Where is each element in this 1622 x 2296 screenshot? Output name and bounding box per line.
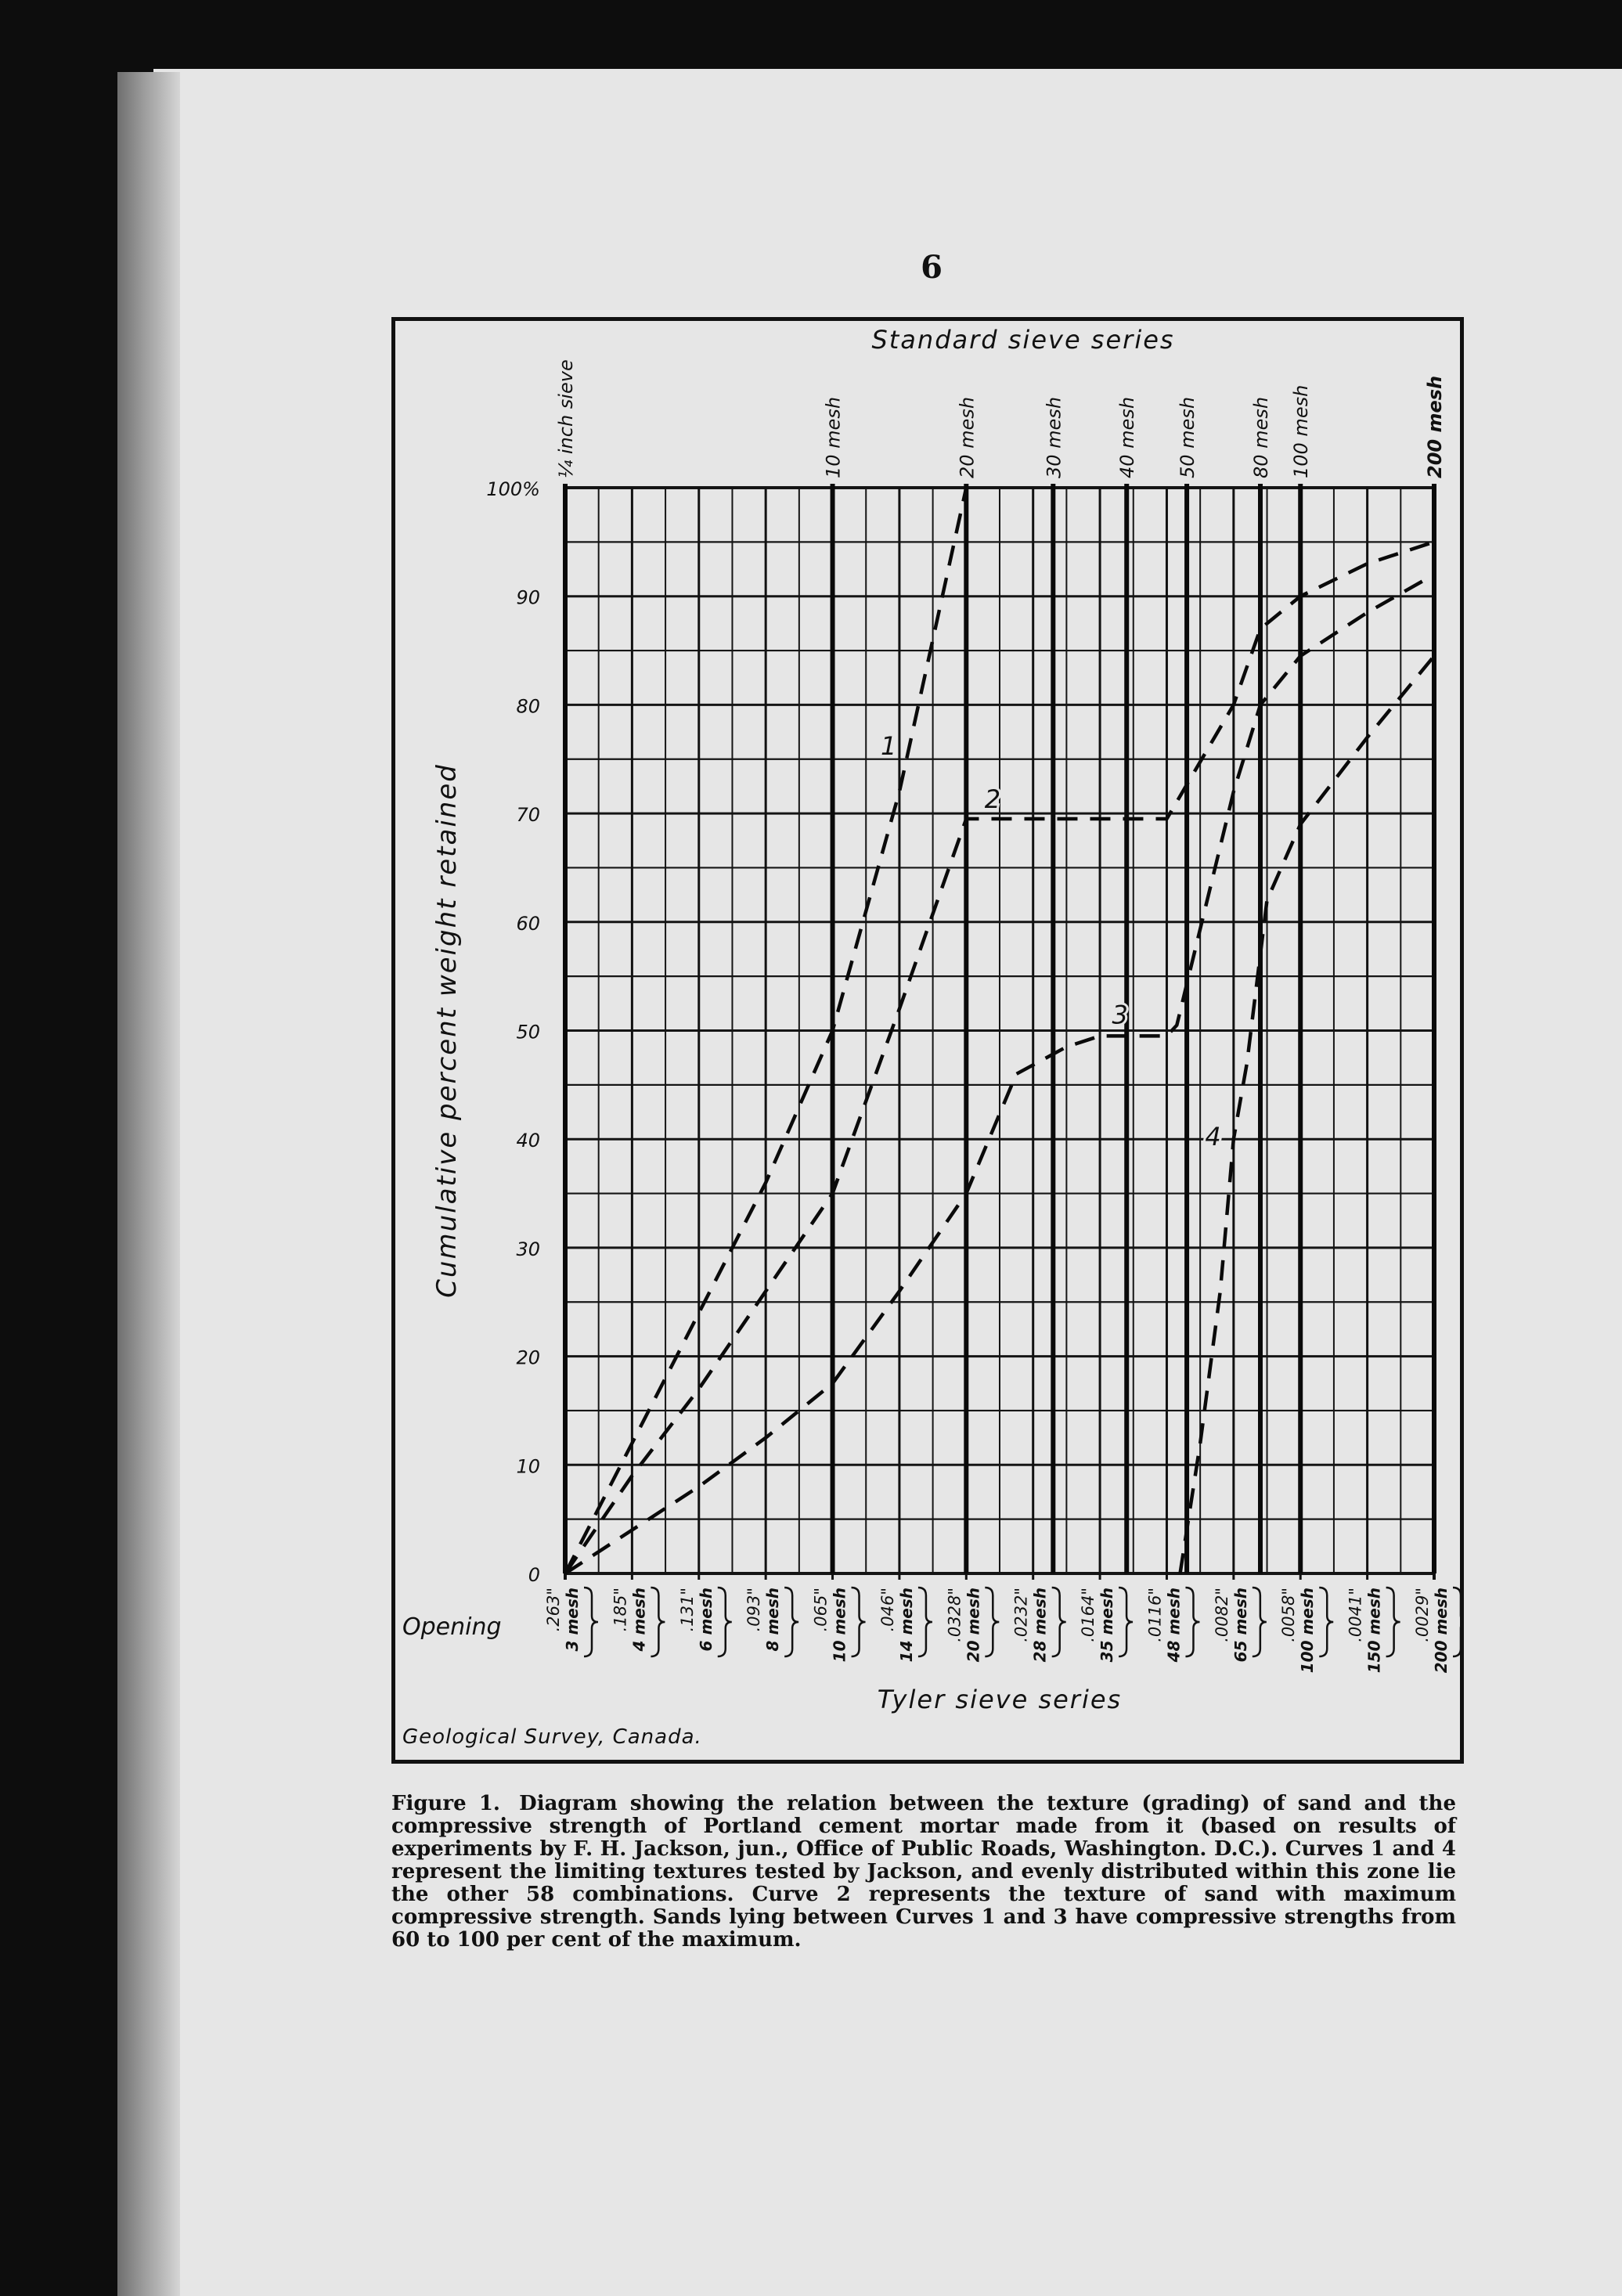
tyler-opening-label: .0328" bbox=[945, 1588, 964, 1642]
tyler-bracket bbox=[985, 1588, 999, 1656]
tyler-mesh-label: 35 mesh bbox=[1098, 1588, 1117, 1663]
standard-sieve-label: 100 mesh bbox=[1290, 384, 1313, 478]
tyler-mesh-label: 10 mesh bbox=[830, 1588, 849, 1663]
y-tick-label: 50 bbox=[516, 1021, 540, 1043]
tyler-bracket bbox=[1319, 1588, 1333, 1656]
opening-label: Opening bbox=[402, 1613, 502, 1641]
tyler-bracket bbox=[584, 1588, 598, 1656]
tyler-opening-label: .0116" bbox=[1145, 1588, 1165, 1642]
sieve-grading-chart bbox=[391, 317, 1464, 1764]
figure-caption bbox=[391, 1793, 1456, 1952]
x-axis-label: Tyler sieve series bbox=[877, 1685, 1123, 1714]
standard-sieve-label: 200 mesh bbox=[1424, 375, 1446, 478]
tyler-mesh-label: 28 mesh bbox=[1030, 1588, 1050, 1663]
tyler-mesh-label: 200 mesh bbox=[1432, 1588, 1451, 1674]
tyler-bracket bbox=[784, 1588, 798, 1656]
tyler-opening-label: .185" bbox=[611, 1588, 630, 1632]
page-binding-edge bbox=[117, 72, 180, 2296]
standard-sieve-label: 40 mesh bbox=[1116, 396, 1139, 478]
curve-label-3: 3 bbox=[1112, 1000, 1128, 1030]
caption-label: Figure 1. bbox=[391, 1792, 500, 1815]
y-tick-label: 70 bbox=[516, 804, 540, 827]
y-tick-label: 30 bbox=[516, 1238, 540, 1260]
tyler-opening-label: .131" bbox=[677, 1588, 697, 1632]
curve-label-4: 4 bbox=[1205, 1122, 1221, 1152]
tyler-mesh-label: 3 mesh bbox=[563, 1588, 582, 1652]
y-tick-label: 100% bbox=[486, 478, 540, 500]
chart-title: Standard sieve series bbox=[871, 325, 1175, 355]
tyler-bracket bbox=[1185, 1588, 1199, 1656]
tyler-mesh-label: 4 mesh bbox=[629, 1588, 649, 1652]
tyler-bracket bbox=[1119, 1588, 1133, 1656]
standard-sieve-label: 30 mesh bbox=[1043, 396, 1065, 478]
tyler-bracket bbox=[852, 1588, 866, 1656]
tyler-opening-label: .0164" bbox=[1079, 1588, 1098, 1642]
standard-sieve-label: 80 mesh bbox=[1250, 396, 1272, 478]
tyler-opening-label: .0041" bbox=[1346, 1588, 1365, 1642]
y-axis-label: Cumulative percent weight retained bbox=[431, 763, 463, 1298]
tyler-opening-label: .0082" bbox=[1212, 1588, 1231, 1642]
tyler-opening-label: .0058" bbox=[1279, 1588, 1299, 1642]
tyler-bracket bbox=[918, 1588, 932, 1656]
grid bbox=[565, 484, 1434, 1580]
tyler-mesh-label: 150 mesh bbox=[1364, 1588, 1384, 1674]
standard-sieve-label: 50 mesh bbox=[1177, 396, 1199, 478]
y-tick-label: 10 bbox=[516, 1455, 540, 1478]
tyler-mesh-label: 20 mesh bbox=[964, 1588, 983, 1663]
tyler-mesh-label: 48 mesh bbox=[1164, 1588, 1184, 1663]
credit-label: Geological Survey, Canada. bbox=[402, 1725, 702, 1749]
tyler-opening-label: .263" bbox=[544, 1588, 563, 1632]
tyler-opening-label: .065" bbox=[811, 1588, 831, 1632]
tyler-mesh-label: 65 mesh bbox=[1231, 1588, 1250, 1663]
y-tick-label: 0 bbox=[528, 1564, 540, 1586]
tyler-opening-label: .046" bbox=[878, 1588, 897, 1632]
tyler-bracket bbox=[718, 1588, 732, 1656]
tyler-bracket bbox=[1253, 1588, 1267, 1656]
y-tick-label: 90 bbox=[516, 586, 540, 609]
tyler-mesh-label: 14 mesh bbox=[896, 1588, 916, 1663]
tyler-bracket bbox=[1453, 1588, 1464, 1656]
y-tick-label: 80 bbox=[516, 695, 540, 718]
tyler-bracket bbox=[651, 1588, 665, 1656]
curve-label-2: 2 bbox=[984, 784, 1001, 815]
caption-text: Diagram showing the relation between the texture (grading) of sand and the compressive strength of Portland cement mortar made from it (based on results of experiments by F. H. Jackson, jun., Office of Public Roads, Washington. D.C.). Curves 1 and 4 represent the limiting textures tested by Jackson, and evenly distributed within this zone lie the other 58 combinations. Curve 2 represents the texture of sand with maximum compressive strength. Sands lying between Curves 1 and 3 have compressive strengths from 60 to 100 per cent of the maximum. bbox=[391, 1792, 1456, 1952]
standard-sieve-label: 10 mesh bbox=[822, 396, 845, 478]
y-tick-label: 60 bbox=[516, 912, 540, 935]
curve-label-1: 1 bbox=[881, 730, 897, 761]
tyler-bracket bbox=[1386, 1588, 1400, 1656]
tyler-opening-label: .093" bbox=[744, 1588, 764, 1632]
y-tick-label: 40 bbox=[516, 1130, 540, 1152]
tyler-mesh-label: 100 mesh bbox=[1298, 1588, 1317, 1674]
standard-sieve-label: ¼ inch sieve bbox=[555, 359, 577, 478]
tyler-opening-label: .0232" bbox=[1011, 1588, 1031, 1642]
page-number: 6 bbox=[921, 249, 943, 286]
tyler-mesh-label: 6 mesh bbox=[696, 1588, 715, 1652]
tyler-opening-label: .0029" bbox=[1413, 1588, 1432, 1642]
tyler-bracket bbox=[1052, 1588, 1066, 1656]
standard-sieve-label: 20 mesh bbox=[956, 396, 979, 478]
tyler-mesh-label: 8 mesh bbox=[763, 1588, 783, 1652]
y-tick-label: 20 bbox=[516, 1346, 540, 1369]
curve-4 bbox=[1180, 656, 1435, 1573]
